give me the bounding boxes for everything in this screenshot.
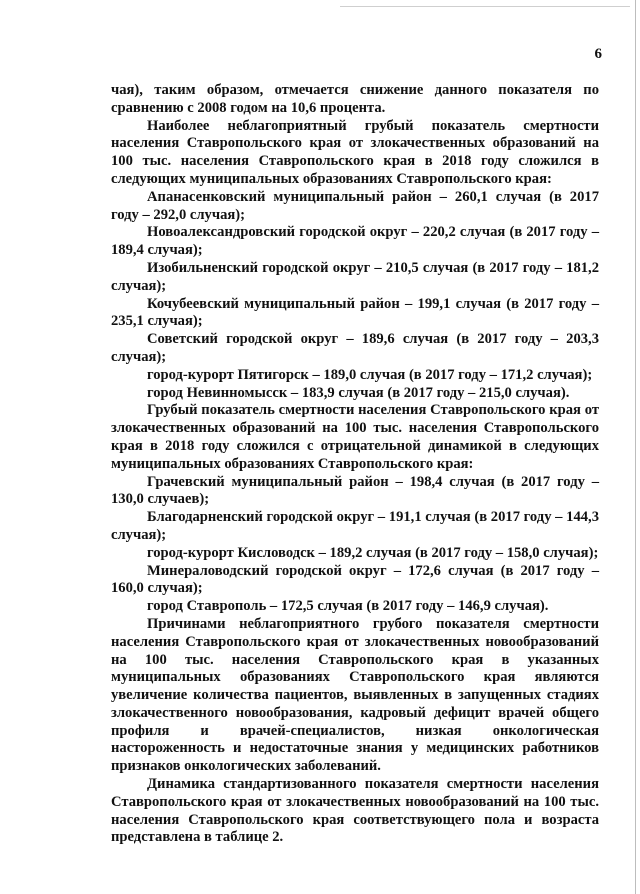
list-item-kislovodsk: город-курорт Кисловодск – 189,2 случая (в 2017 году – 158,0 случая); — [147, 544, 599, 561]
paragraph-continuation: чая), таким образом, отмечается снижение данного показателя по сравнению с 2008 годом на 10,6 процента. — [111, 82, 599, 116]
list-item-apanasenkovsky: Апанасенковский муниципальный район – 260,1 случая (в 2017 году – 292,0 случая); — [111, 188, 599, 223]
paragraph-causes: Причинами неблагоприятного грубого показателя смертности населения Ставропольского края от злокачественных новообразований на 100 тыс. населения Ставропольского края в указанных муниципальных образованиях Ставропольского края являются увеличение количества пациентов, выявленных в запущенных стадиях злокачественного новообразования, кадровый дефицит врачей общего профиля и врачей-специалистов, низкая онкологическая настороженность и недостаточные знания у медицинских работников признаков онкологических заболеваний. — [111, 615, 599, 775]
list-item-kochubeevsky: Кочубеевский муниципальный район – 199,1 случая (в 2017 году – 235,1 случая); — [111, 295, 599, 330]
top-edge-line — [340, 6, 630, 7]
list-item-blagodarnensky: Благодарненский городской округ – 191,1 случая (в 2017 году – 144,3 случая); — [111, 509, 599, 543]
list-item-pyatigorsk: город-курорт Пятигорск – 189,0 случая (в 2017 году – 171,2 случая); — [147, 366, 593, 383]
paragraph-table-reference: Динамика стандартизованного показателя смертности населения Ставропольского края от злокачественных новообразований на 100 тыс. населения Ставропольского края соответствующего пола и возраста представлена в таблице 2. — [111, 776, 599, 846]
list-item-stavropol: город Ставрополь – 172,5 случая (в 2017 году – 146,9 случая). — [147, 598, 549, 615]
list-item-izobilnensky: Изобильненский городской округ – 210,5 случая (в 2017 году – 181,2 случая); — [111, 259, 599, 294]
list-item-mineralovodsky: Минераловодский городской округ – 172,6 случая (в 2017 году – 160,0 случая); — [111, 562, 599, 597]
list-item-nevinnomyssk: город Невинномысск – 183,9 случая (в 2017 году – 215,0 случая). — [147, 384, 570, 401]
list-item-grachevsky: Грачевский муниципальный район – 198,4 случая (в 2017 году – 130,0 случаев); — [111, 473, 599, 508]
list-item-novoaleksandrovsky: Новоалександровский городской округ – 220,2 случая (в 2017 году – 189,4 случая); — [111, 224, 599, 259]
paragraph-intro-worst-indicator: Наиболее неблагоприятный грубый показатель смертности населения Ставропольского края от злокачественных образований на 100 тыс. населения Ставропольского края в 2018 году сложился в следующих муниципальных образованиях Ставропольского края: — [111, 117, 599, 187]
page-number: 6 — [594, 46, 602, 62]
document-body — [111, 82, 599, 847]
list-item-sovetsky: Советский городской округ – 189,6 случая (в 2017 году – 203,3 случая); — [111, 331, 599, 365]
right-edge-line — [635, 0, 636, 894]
paragraph-intro-negative-dynamics: Грубый показатель смертности населения Ставропольского края от злокачественных образований на 100 тыс. населения Ставропольского края в 2018 году сложился с отрицательной динамикой в следующих муниципальных образованиях Ставропольского края: — [111, 402, 599, 472]
